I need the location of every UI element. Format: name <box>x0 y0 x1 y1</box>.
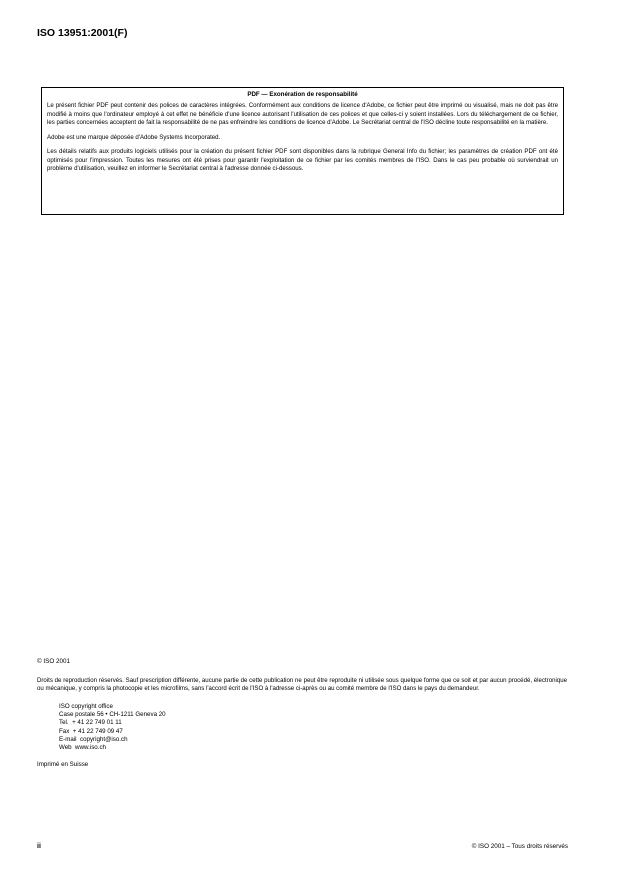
disclaimer-paragraph-software: Les détails relatifs aux produits logiciels utilisés pour la création du présent fichier PDF sont disponibles dans la rubrique General Info du fichier; les paramètres de création PDF ont été optimisés pour l'impression. Toutes les mesures ont été prises pour garantir l'exploitation de ce fichier par les comités membres de l'ISO. Dans le cas peu probable où surviendrait un problème d'utilisation, veuillez en informer le Secrétariat central à l'adresse donnée ci-dessous. <box>47 148 558 172</box>
pdf-disclaimer-box <box>41 87 564 215</box>
iso-copyright-office-address <box>59 703 567 753</box>
printed-in: Imprimé en Suisse <box>37 761 89 769</box>
disclaimer-paragraph-license: Le présent fichier PDF peut contenir des polices de caractères intégrées. Conformément aux conditions de licence d'Adobe, ce fichier peut être imprimé ou visualisé, mais ne doit pas être modifié à moins que l'ordinateur employé à cet effet ne bénéficie d'une licence autorisant l'utilisation de ces polices et que celles-ci y soient installées. Lors du téléchargement de ce fichier, les parties concernées acceptent de fait la responsabilité de ne pas enfreindre les conditions de licence d'Adobe. Le Secrétariat central de l'ISO décline toute responsabilité en la matière. <box>47 102 558 126</box>
disclaimer-paragraph-trademark: Adobe est une marque déposée d'Adobe Systems Incorporated. <box>47 133 221 141</box>
disclaimer-heading: PDF — Exonération de responsabilité <box>247 91 358 98</box>
page-number: ii <box>37 843 41 850</box>
office-name: ISO copyright office <box>59 702 113 710</box>
office-web: Web www.iso.ch <box>59 744 106 752</box>
office-email: E-mail copyright@iso.ch <box>59 735 128 743</box>
copyright-section <box>37 658 567 770</box>
footer-copyright: © ISO 2001 – Tous droits réservés <box>471 843 568 850</box>
document-title: ISO 13951:2001(F) <box>37 27 128 39</box>
office-postal: Case postale 56 • CH-1211 Geneva 20 <box>59 710 166 718</box>
reproduction-rights: Droits de reproduction réservés. Sauf prescription différente, aucune partie de cette publication ne peut être reproduite ni utilisée sous quelque forme que ce soit et par aucun procédé, électronique ou mécanique, y compris la photocopie et les microfilms, sans l'accord écrit de l'ISO à l'adresse ci-après ou au comité membre de l'ISO dans le pays du demandeur. <box>37 676 567 693</box>
office-fax: Fax + 41 22 749 09 47 <box>59 727 123 735</box>
office-tel: Tel. + 41 22 749 01 11 <box>59 719 122 727</box>
copyright-line: © ISO 2001 <box>37 658 70 665</box>
